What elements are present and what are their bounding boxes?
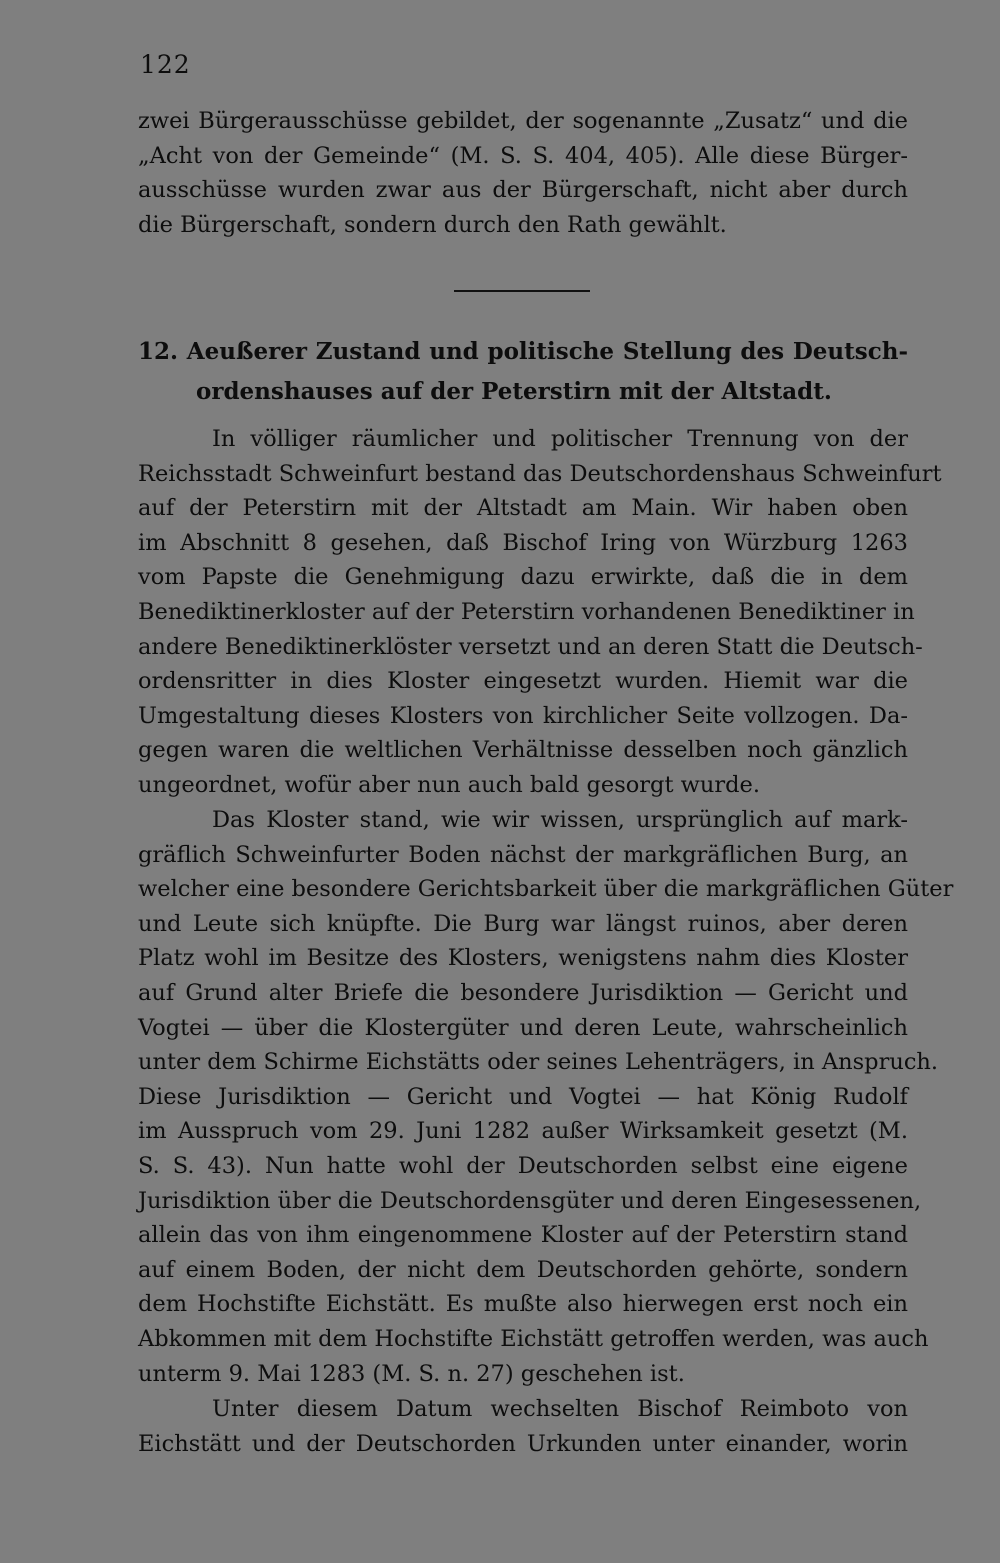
text-line: Reichsstadt Schweinfurt bestand das Deutschordenshaus Schweinfurt — [138, 460, 942, 487]
text-line: Diese Jurisdiktion — Gericht und Vogtei — hat König Rudolf — [138, 1083, 908, 1110]
intro-paragraph — [138, 104, 908, 242]
heading-line: 12. Aeußerer Zustand und politische Stellung des Deutsch- — [138, 338, 908, 365]
text-line: allein das von ihm eingenommene Kloster auf der Peterstirn stand — [138, 1222, 908, 1249]
text-line: vom Papste die Genehmigung dazu erwirkte, daß die in dem — [138, 564, 908, 591]
text-line: die Bürgerschaft, sondern durch den Rath gewählt. — [138, 211, 727, 238]
text-line: Eichstätt und der Deutschorden Urkunden unter einander, worin — [138, 1430, 908, 1457]
book-page — [138, 40, 954, 1530]
text-line: andere Benediktinerklöster versetzt und an deren Statt die Deutsch- — [138, 633, 923, 660]
text-line: Umgestaltung dieses Klosters von kirchlicher Seite vollzogen. Da- — [138, 702, 908, 729]
text-line: ausschüsse wurden zwar aus der Bürgerschaft, nicht aber durch — [138, 177, 908, 204]
text-line: welcher eine besondere Gerichtsbarkeit über die markgräflichen Güter — [138, 876, 954, 903]
text-line: „Acht von der Gemeinde“ (M. S. S. 404, 405). Alle diese Bürger- — [138, 142, 908, 169]
text-line: im Ausspruch vom 29. Juni 1282 außer Wirksamkeit gesetzt (M. — [138, 1118, 908, 1145]
text-line: Jurisdiktion über die Deutschordensgüter und deren Eingesessenen, — [138, 1187, 922, 1214]
text-line: zwei Bürgerausschüsse gebildet, der sogenannte „Zusatz“ und die — [138, 108, 908, 134]
text-line: In völliger räumlicher und politischer Trennung von der — [212, 426, 908, 452]
section-heading — [138, 332, 908, 412]
page-number: 122 — [140, 50, 191, 79]
text-line: Unter diesem Datum wechselten Bischof Reimboto von — [212, 1396, 908, 1422]
text-line: S. S. 43). Nun hatte wohl der Deutschorden selbst eine eigene — [138, 1152, 908, 1179]
text-line: unter dem Schirme Eichstätts oder seines Lehenträgers, in Anspruch. — [138, 1049, 939, 1076]
paragraph-3 — [138, 1392, 908, 1461]
text-line: dem Hochstifte Eichstätt. Es mußte also hierwegen erst noch ein — [138, 1291, 908, 1318]
text-line: im Abschnitt 8 gesehen, daß Bischof Iring von Würzburg 1263 — [138, 529, 908, 556]
text-line: gegen waren die weltlichen Verhältnisse desselben noch gänzlich — [138, 737, 908, 764]
text-line: Platz wohl im Besitze des Klosters, wenigstens nahm dies Kloster — [138, 945, 908, 972]
text-line: unterm 9. Mai 1283 (M. S. n. 27) geschehen ist. — [138, 1360, 685, 1387]
text-line: auf Grund alter Briefe die besondere Jurisdiktion — Gericht und — [138, 979, 908, 1006]
paragraph-1 — [138, 422, 942, 803]
text-line: Abkommen mit dem Hochstifte Eichstätt getroffen werden, was auch — [138, 1325, 929, 1352]
text-line: Benediktinerkloster auf der Peterstirn vorhandenen Benediktiner in — [138, 598, 915, 625]
text-line: Vogtei — über die Klostergüter und deren Leute, wahrscheinlich — [138, 1014, 908, 1041]
section-divider — [454, 290, 590, 292]
text-line: und Leute sich knüpfte. Die Burg war längst ruinos, aber deren — [138, 910, 908, 937]
heading-line: ordenshauses auf der Peterstirn mit der Altstadt. — [196, 378, 832, 405]
text-line: ordensritter in dies Kloster eingesetzt wurden. Hiemit war die — [138, 668, 908, 695]
text-line: gräflich Schweinfurter Boden nächst der markgräflichen Burg, an — [138, 841, 908, 868]
text-line: Das Kloster stand, wie wir wissen, ursprünglich auf mark- — [212, 807, 908, 833]
text-line: auf einem Boden, der nicht dem Deutschorden gehörte, sondern — [138, 1256, 908, 1283]
paragraph-2 — [138, 803, 954, 1391]
text-line: auf der Peterstirn mit der Altstadt am Main. Wir haben oben — [138, 495, 908, 522]
text-line: ungeordnet, wofür aber nun auch bald gesorgt wurde. — [138, 771, 761, 798]
